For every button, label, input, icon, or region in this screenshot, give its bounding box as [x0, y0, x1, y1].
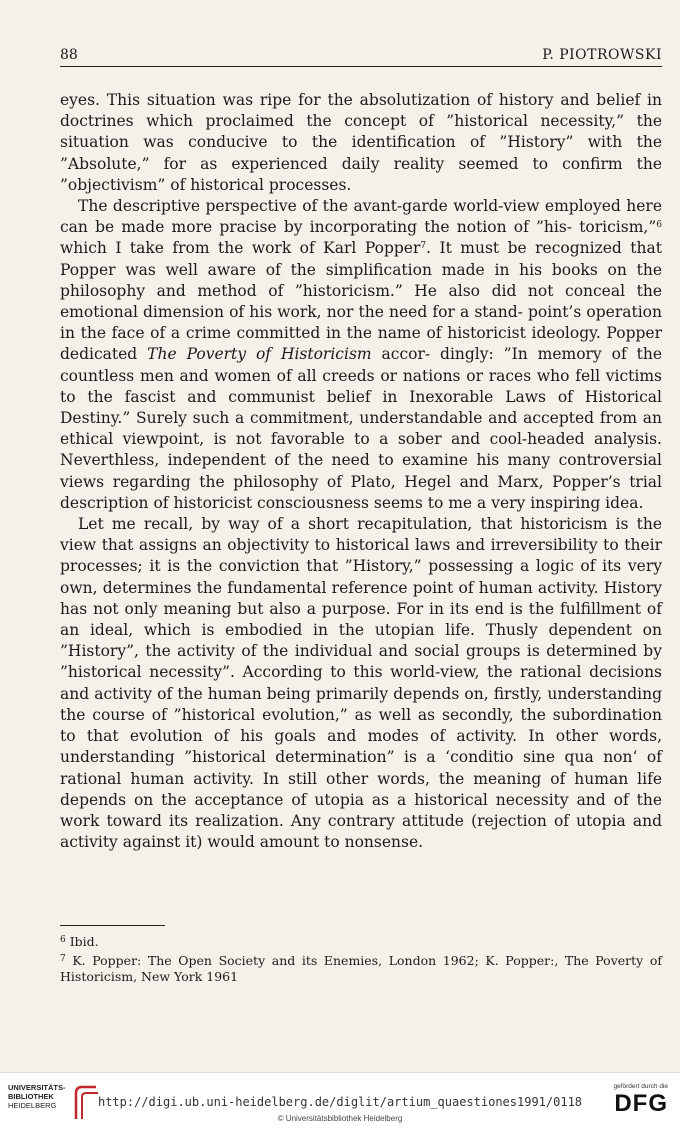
- dfg-sponsor[interactable]: [598, 1083, 668, 1123]
- page-number: 88: [60, 47, 78, 63]
- footnote-number: 6: [60, 935, 66, 945]
- library-name-line1: UNIVERSITÄTS-: [8, 1083, 66, 1092]
- header-rule: [60, 66, 662, 67]
- footnote-7: [60, 953, 662, 986]
- paragraph-2-part-b: which I take from the work of Karl Popper: [60, 239, 421, 258]
- permalink-url[interactable]: http://digi.ub.uni-heidelberg.de/diglit/artium_quaestiones1991/0118: [97, 1095, 583, 1109]
- sponsor-label: gefördert durch die: [613, 1083, 668, 1090]
- footnote-ref-7[interactable]: 7: [420, 241, 427, 252]
- footnote-text: K. Popper: The Open Society and its Enemies, London 1962; K. Popper:, The Poverty of Historicism, New York 1961: [60, 952, 662, 984]
- footnote-ref-6[interactable]: 6: [656, 220, 662, 231]
- paragraph-1: eyes. This situation was ripe for the absolutization of history and belief in doctrines which proclaimed the concept of ”historical necessity,” the situation was conducive to the identification of ”History” with the ”Absolute,” for as experienced daily reality seemed to confirm the ”objectivism” of historical processes.: [60, 91, 662, 194]
- running-header: [60, 47, 662, 65]
- book-title: The Poverty of Historicism: [147, 345, 372, 364]
- paragraph-2-part-d: accor- dingly: ”In memory of the countless men and women of all creeds or nations or races who fell victims to the fascist and communist belief in Inexorable Laws of Historical Destiny.” Surely such a commitment, understandable and accepted from an ethical viewpoint, is not favorable to a sober and cool-headed analysis. Neverthless, independent of the need to examine his many controversial views regarding the philosophy of Plato, Hegel and Marx, Popper’s trial description of historicist consciousness seems to me a very inspiring idea.: [60, 345, 662, 512]
- dfg-logo: DFG: [614, 1090, 668, 1117]
- footnotes: [60, 934, 662, 988]
- paragraph-2-part-a: The descriptive perspective of the avant-garde world-view employed here can be made more pracise by incorporating the notion of ”his- toricism,”: [60, 197, 662, 237]
- footnote-6: [60, 934, 662, 951]
- viewer-footer: [0, 1072, 680, 1131]
- footnote-rule: [60, 925, 165, 926]
- library-name-line2: BIBLIOTHEK: [8, 1092, 54, 1101]
- footnote-text: Ibid.: [65, 934, 99, 949]
- library-name-line3: HEIDELBERG: [8, 1101, 57, 1110]
- footnote-number: 7: [60, 953, 66, 964]
- paragraph-3: Let me recall, by way of a short recapitulation, that historicism is the view that assigns an objectivity to historical laws and irreversibility to their processes; it is the conviction that ”History,” possessing a logic of its very own, determines the fundamental reference point of human activity. History has not only meaning but also a purpose. For in its end is the fulfillment of an ideal, which is embodied in the utopian life. Thusly dependent on ”History”, the activity of the individual and social groups is determined by ”historical necessity”. According to this world-view, the rational decisions and activity of the human being primarily depends on, firstly, understanding the course of ”historical evolution,” as well as secondly, the subordination to that evolution of his goals and modes of activity. In other words, understanding ”historical determination” is a ‘conditio sine qua non‘ of rational human activity. In still other words, the meaning of human life depends on the acceptance of utopia as a historical necessity and of the work toward its realization. Any contrary attitude (rejection of utopia and activity against it) would amount to nonsense.: [60, 515, 662, 852]
- paragraph-2-part-c: . It must be recognized that Popper was well aware of the simplification made in his books on the philosophy and method of ”historicism.” He also did not conceal the emotional dimension of his work, nor the need for a stand- point’s operation in the face of a crime committed in the name of historicist ideology. Popper dedicated: [60, 239, 662, 364]
- body-text: [60, 90, 662, 853]
- copyright-notice: © Universitätsbibliothek Heidelberg: [277, 1114, 403, 1123]
- running-author: P. PIOTROWSKI: [542, 47, 662, 63]
- paragraph-2: [60, 196, 662, 514]
